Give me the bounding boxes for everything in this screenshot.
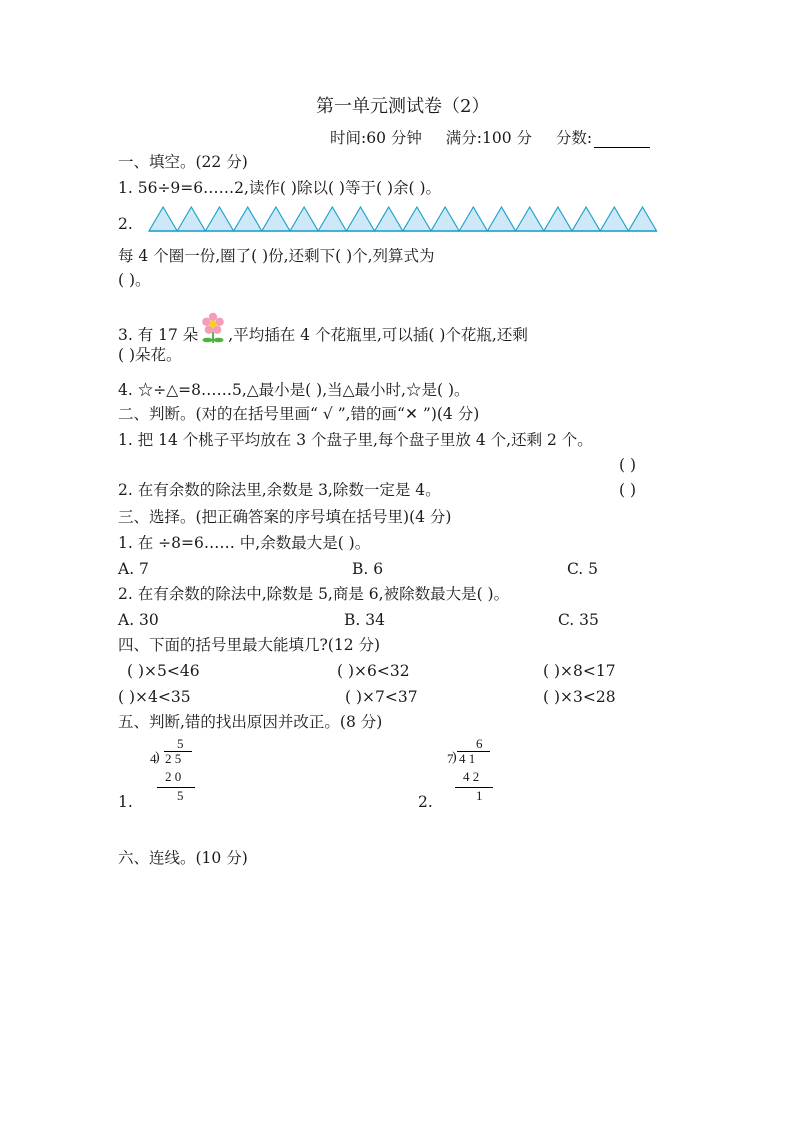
s1-q3-prefix: 3. 有 17 朵 bbox=[118, 326, 199, 344]
product: 2 0 bbox=[165, 769, 182, 784]
long-division-2 bbox=[447, 737, 507, 807]
s3-q1-option-c[interactable]: C. 5 bbox=[567, 560, 599, 578]
long-division-1 bbox=[150, 737, 210, 807]
s3-q2-option-b[interactable]: B. 34 bbox=[344, 611, 385, 629]
s5-item2-label: 2. bbox=[418, 793, 433, 811]
s1-q4: 4. ☆÷△=8……5,△最小是( ),当△最小时,☆是( )。 bbox=[118, 381, 470, 399]
s4-item-6[interactable]: ( )×3<28 bbox=[543, 688, 616, 706]
page-title: 第一单元测试卷（2） bbox=[316, 96, 490, 117]
s1-q3 bbox=[118, 312, 528, 346]
full-score-label: 满分:100 分 bbox=[445, 129, 532, 147]
s4-item-2[interactable]: ( )×6<32 bbox=[337, 662, 410, 680]
product: 4 2 bbox=[463, 769, 480, 784]
s3-q1-option-b[interactable]: B. 6 bbox=[352, 560, 384, 578]
section4-heading: 四、下面的括号里最大能填几?(12 分) bbox=[118, 636, 381, 654]
remainder: 5 bbox=[177, 788, 184, 803]
division-bracket-icon: ) bbox=[452, 750, 457, 765]
s3-q2-option-c[interactable]: C. 35 bbox=[558, 611, 599, 629]
section3-heading: 三、选择。(把正确答案的序号填在括号里)(4 分) bbox=[118, 508, 452, 526]
triangles-icon bbox=[148, 205, 658, 233]
s3-q2: 2. 在有余数的除法中,除数是 5,商是 6,被除数最大是( )。 bbox=[118, 585, 510, 603]
s4-item-1[interactable]: ( )×5<46 bbox=[127, 662, 200, 680]
s1-q2-line2: ( )。 bbox=[118, 271, 151, 289]
s4-item-3[interactable]: ( )×8<17 bbox=[543, 662, 616, 680]
s3-q1: 1. 在 ÷8=6…… 中,余数最大是( )。 bbox=[118, 534, 371, 552]
section6-heading: 六、连线。(10 分) bbox=[118, 849, 248, 867]
flower-icon bbox=[198, 312, 228, 346]
s1-q2-number: 2. bbox=[118, 215, 133, 233]
score-blank[interactable] bbox=[594, 131, 650, 148]
quotient: 5 bbox=[177, 736, 184, 751]
triangle-row bbox=[148, 205, 658, 237]
s3-q1-option-a[interactable]: A. 7 bbox=[118, 560, 149, 578]
score-label: 分数: bbox=[555, 129, 593, 147]
division-bracket-icon: ) bbox=[155, 750, 160, 765]
s2-q2-answer-blank[interactable]: ( ) bbox=[619, 481, 637, 499]
s1-q3-suffix: ,平均插在 4 个花瓶里,可以插( )个花瓶,还剩 bbox=[228, 326, 528, 344]
s2-q2: 2. 在有余数的除法里,余数是 3,除数一定是 4。 bbox=[118, 481, 441, 499]
s3-q2-option-a[interactable]: A. 30 bbox=[118, 611, 159, 629]
time-label: 时间:60 分钟 bbox=[330, 129, 422, 147]
s2-q1-answer-blank[interactable]: ( ) bbox=[619, 456, 637, 474]
s4-item-5[interactable]: ( )×7<37 bbox=[345, 688, 418, 706]
subtract-bar bbox=[157, 787, 195, 788]
quotient: 6 bbox=[476, 736, 483, 751]
s2-q1: 1. 把 14 个桃子平均放在 3 个盘子里,每个盘子里放 4 个,还剩 2 个。 bbox=[118, 431, 593, 449]
exam-info bbox=[330, 128, 650, 148]
remainder: 1 bbox=[476, 788, 483, 803]
subtract-bar bbox=[455, 787, 493, 788]
dividend: 4 1 bbox=[459, 751, 476, 766]
s1-q3-line2: ( )朵花。 bbox=[118, 346, 182, 364]
divisor: 7 bbox=[447, 751, 454, 766]
section5-heading: 五、判断,错的找出原因并改正。(8 分) bbox=[118, 713, 383, 731]
s4-item-4[interactable]: ( )×4<35 bbox=[118, 688, 191, 706]
section2-heading: 二、判断。(对的在括号里画“ √ ”,错的画“✕ ”)(4 分) bbox=[118, 405, 480, 423]
s5-item1-label: 1. bbox=[118, 793, 133, 811]
divisor: 4 bbox=[150, 751, 157, 766]
s1-q1: 1. 56÷9=6……2,读作( )除以( )等于( )余( )。 bbox=[118, 179, 442, 197]
section1-heading: 一、填空。(22 分) bbox=[118, 153, 248, 171]
s1-q2-line1: 每 4 个圈一份,圈了( )份,还剩下( )个,列算式为 bbox=[118, 247, 435, 265]
dividend: 2 5 bbox=[165, 751, 182, 766]
